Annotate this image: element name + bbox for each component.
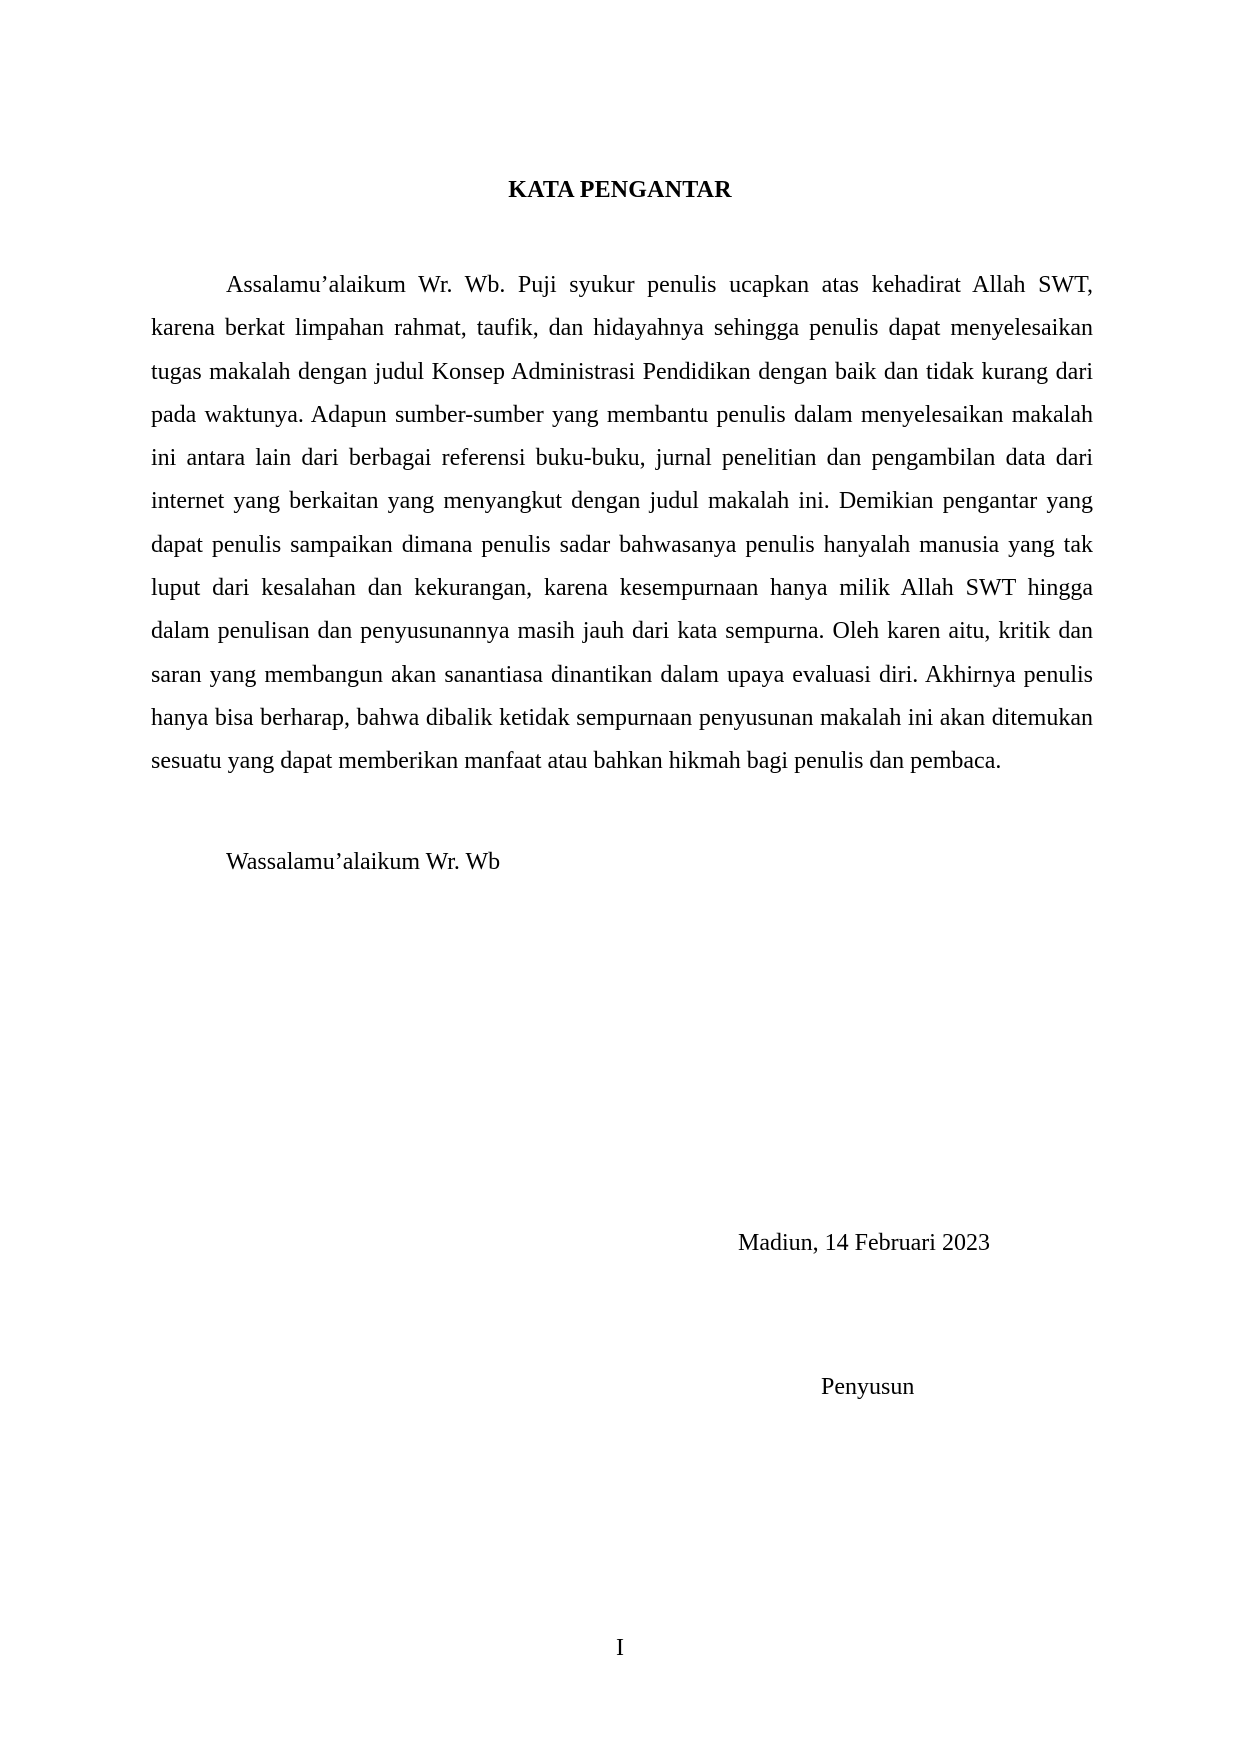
place-date: Madiun, 14 Februari 2023 [738,1230,990,1256]
author-signature-label: Penyusun [821,1374,915,1400]
page-number: I [616,1635,624,1661]
page-title: KATA PENGANTAR [508,177,732,203]
closing-greeting: Wassalamu’alaikum Wr. Wb [226,849,501,875]
body-paragraph: Assalamu’alaikum Wr. Wb. Puji syukur penulis ucapkan atas kehadirat Allah SWT, karena berkat limpahan rahmat, taufik, dan hidayahnya sehingga penulis dapat menyelesaikan tugas makalah dengan judul Konsep Administrasi Pendidikan dengan baik dan tidak kurang dari pada waktunya. Adapun sumber-sumber yang membantu penulis dalam menyelesaikan makalah ini antara lain dari berbagai referensi buku-buku, jurnal penelitian dan pengambilan data dari internet yang berkaitan yang menyangkut dengan judul makalah ini. Demikian pengantar yang dapat penulis sampaikan dimana penulis sadar bahwasanya penulis hanyalah manusia yang tak luput dari kesalahan dan kekurangan, karena kesempurnaan hanya milik Allah SWT hingga dalam penulisan dan penyusunannya masih jauh dari kata sempurna. Oleh karen aitu, kritik dan saran yang membangun akan sanantiasa dinantikan dalam upaya evaluasi diri. Akhirnya penulis hanya bisa berharap, bahwa dibalik ketidak sempurnaan penyusunan makalah ini akan ditemukan sesuatu yang dapat memberikan manfaat atau bahkan hikmah bagi penulis dan pembaca. [151,272,1093,775]
